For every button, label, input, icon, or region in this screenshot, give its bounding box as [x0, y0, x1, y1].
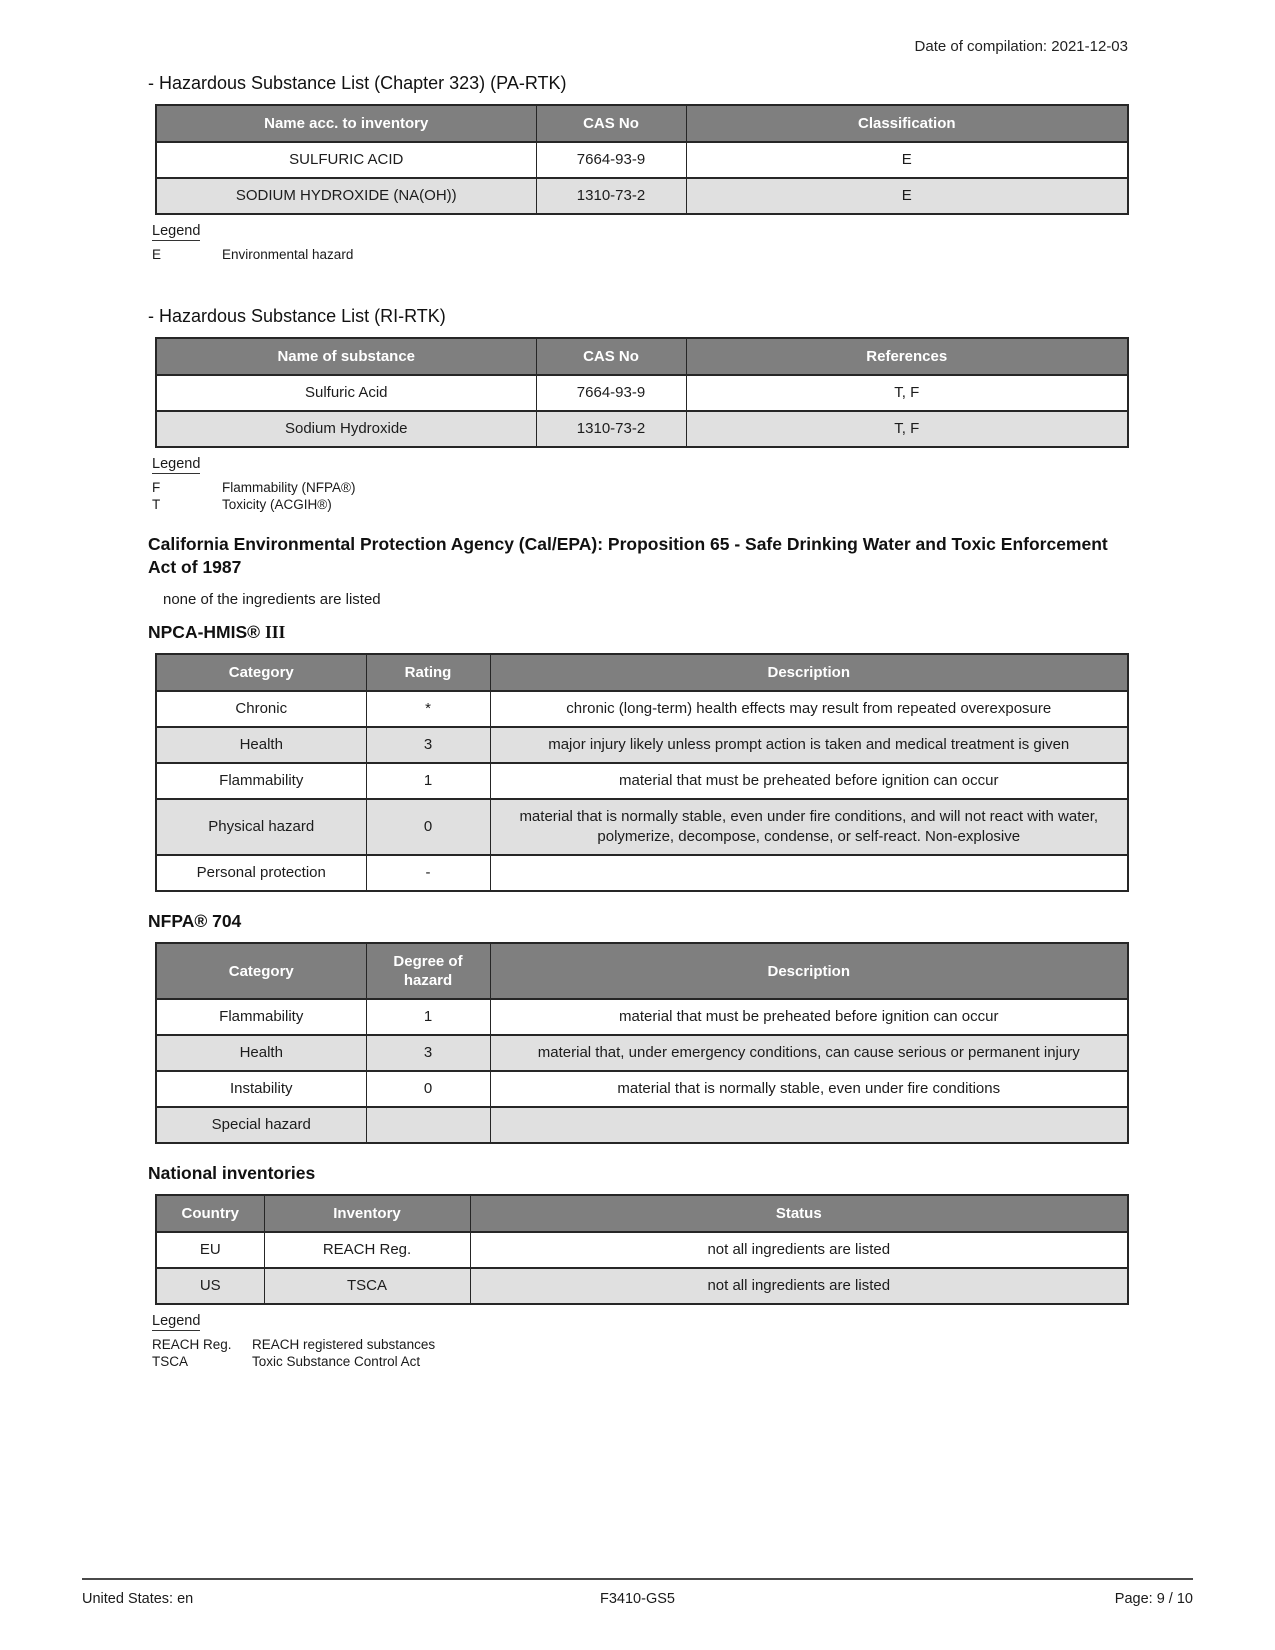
rating: 0 [366, 799, 490, 855]
table-row [156, 1232, 1128, 1268]
npca-hmis-table [155, 653, 1129, 892]
cal-epa-note: none of the ingredients are listed [163, 591, 381, 608]
table-row [156, 799, 1128, 855]
table-row [156, 1268, 1128, 1304]
table-header-row [156, 943, 1128, 999]
table-row [156, 855, 1128, 891]
legend-term: F [152, 480, 161, 495]
table-row [156, 1035, 1128, 1071]
legend-term: T [152, 497, 161, 512]
table-header-row [156, 338, 1128, 375]
table-row [156, 1107, 1128, 1143]
description [490, 1107, 1128, 1143]
col-header: CAS No [536, 105, 686, 142]
degree-of-hazard: 3 [366, 1035, 490, 1071]
page-footer [82, 1578, 1193, 1607]
compilation-date: Date of compilation: 2021-12-03 [914, 38, 1128, 55]
nfpa-title: NFPA® 704 [148, 911, 242, 931]
table-row [156, 178, 1128, 214]
cal-epa-title: California Environmental Protection Agency (Cal/EPA): Proposition 65 - Safe Drinking Water and Toxic Enforcement Act of 1987 [148, 534, 1108, 577]
table-row [156, 1071, 1128, 1107]
col-header: CAS No [536, 338, 686, 375]
legend-entry [152, 1336, 1128, 1353]
category: Flammability [156, 763, 366, 799]
col-header: Degree of hazard [366, 943, 490, 999]
category: Special hazard [156, 1107, 366, 1143]
npca-hmis-title-suffix: III [264, 622, 286, 642]
legend-desc: Environmental hazard [222, 247, 354, 262]
category: Health [156, 727, 366, 763]
legend-desc: Flammability (NFPA®) [222, 480, 356, 495]
pa-rtk-legend [152, 223, 1128, 263]
legend-entry [152, 246, 1128, 263]
col-header: Description [490, 943, 1128, 999]
references: T, F [686, 411, 1128, 447]
legend-term: TSCA [152, 1354, 189, 1369]
table-row [156, 691, 1128, 727]
substance-name: SODIUM HYDROXIDE (NA(OH)) [156, 178, 536, 214]
cas-number: 1310-73-2 [536, 178, 686, 214]
table-row [156, 999, 1128, 1035]
col-header: Classification [686, 105, 1128, 142]
status: not all ingredients are listed [470, 1268, 1128, 1304]
col-header: Country [156, 1195, 264, 1232]
country: EU [156, 1232, 264, 1268]
degree-of-hazard: 0 [366, 1071, 490, 1107]
table-row [156, 727, 1128, 763]
col-header: Name acc. to inventory [156, 105, 536, 142]
legend-title: Legend [152, 1313, 201, 1329]
description: major injury likely unless prompt action is taken and medical treatment is given [490, 727, 1128, 763]
table-row [156, 375, 1128, 411]
cas-number: 7664-93-9 [536, 375, 686, 411]
table-header-row [156, 1195, 1128, 1232]
npca-hmis-title-main: NPCA-HMIS® [148, 622, 261, 642]
rating: - [366, 855, 490, 891]
footer-locale: United States: en [82, 1591, 194, 1607]
rating: 1 [366, 763, 490, 799]
references: T, F [686, 375, 1128, 411]
legend-entry [152, 1353, 1128, 1370]
col-header: References [686, 338, 1128, 375]
description: material that is normally stable, even under fire conditions [490, 1071, 1128, 1107]
table-header-row [156, 654, 1128, 691]
ri-rtk-title: - Hazardous Substance List (RI-RTK) [148, 306, 446, 326]
legend-term: REACH Reg. [152, 1337, 232, 1352]
description: material that, under emergency conditions, can cause serious or permanent injury [490, 1035, 1128, 1071]
cas-number: 7664-93-9 [536, 142, 686, 178]
substance-name: Sulfuric Acid [156, 375, 536, 411]
classification: E [686, 178, 1128, 214]
inventories-legend [152, 1313, 1128, 1370]
footer-page-number: Page: 9 / 10 [1114, 1591, 1193, 1607]
col-header: Inventory [264, 1195, 470, 1232]
pa-rtk-title: - Hazardous Substance List (Chapter 323) (PA-RTK) [148, 73, 567, 93]
col-header: Category [156, 654, 366, 691]
table-row [156, 142, 1128, 178]
col-header: Description [490, 654, 1128, 691]
legend-desc: REACH registered substances [252, 1337, 436, 1352]
category: Chronic [156, 691, 366, 727]
description [490, 855, 1128, 891]
pa-rtk-table [155, 104, 1129, 215]
legend-title: Legend [152, 456, 201, 472]
rating: 3 [366, 727, 490, 763]
legend-desc: Toxic Substance Control Act [252, 1354, 421, 1369]
description: chronic (long-term) health effects may result from repeated overexposure [490, 691, 1128, 727]
category: Instability [156, 1071, 366, 1107]
inventories-table [155, 1194, 1129, 1305]
footer-document-id: F3410-GS5 [600, 1591, 675, 1607]
col-header: Name of substance [156, 338, 536, 375]
document-content [148, 38, 1128, 1370]
substance-name: SULFURIC ACID [156, 142, 536, 178]
legend-entry [152, 496, 1128, 513]
inventory: TSCA [264, 1268, 470, 1304]
legend-desc: Toxicity (ACGIH®) [222, 497, 332, 512]
classification: E [686, 142, 1128, 178]
country: US [156, 1268, 264, 1304]
rating: * [366, 691, 490, 727]
table-row [156, 411, 1128, 447]
table-header-row [156, 105, 1128, 142]
col-header: Rating [366, 654, 490, 691]
inventory: REACH Reg. [264, 1232, 470, 1268]
legend-term: E [152, 247, 162, 262]
category: Health [156, 1035, 366, 1071]
category: Physical hazard [156, 799, 366, 855]
col-header: Category [156, 943, 366, 999]
substance-name: Sodium Hydroxide [156, 411, 536, 447]
degree-of-hazard: 1 [366, 999, 490, 1035]
nfpa-table [155, 942, 1129, 1144]
description: material that must be preheated before ignition can occur [490, 763, 1128, 799]
ri-rtk-table [155, 337, 1129, 448]
npca-hmis-title [148, 621, 1128, 644]
category: Personal protection [156, 855, 366, 891]
legend-entry [152, 479, 1128, 496]
description: material that is normally stable, even under fire conditions, and will not react with water, polymerize, decompose, condense, or self-react. Non-explosive [490, 799, 1128, 855]
degree-of-hazard [366, 1107, 490, 1143]
inventories-title: National inventories [148, 1163, 316, 1183]
description: material that must be preheated before ignition can occur [490, 999, 1128, 1035]
col-header: Status [470, 1195, 1128, 1232]
category: Flammability [156, 999, 366, 1035]
ri-rtk-legend [152, 456, 1128, 513]
legend-title: Legend [152, 223, 201, 239]
cas-number: 1310-73-2 [536, 411, 686, 447]
table-row [156, 763, 1128, 799]
status: not all ingredients are listed [470, 1232, 1128, 1268]
